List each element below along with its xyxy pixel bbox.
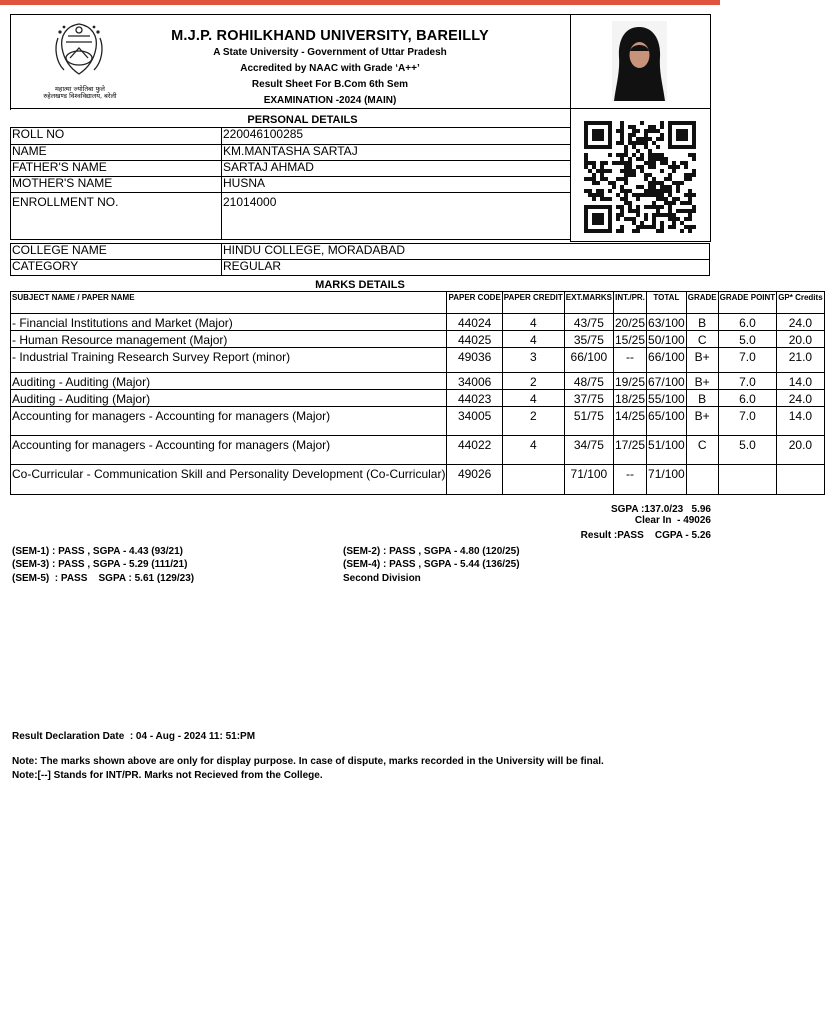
personal-details-table xyxy=(10,127,571,240)
grade-cell xyxy=(686,465,718,495)
total-cell: 51/100 xyxy=(647,436,687,465)
gp-credits-cell xyxy=(777,465,824,495)
col-paper-credit: PAPER CREDIT xyxy=(502,292,564,314)
marks-row xyxy=(11,331,825,348)
personal-row xyxy=(11,177,571,193)
paper-credit-cell: 4 xyxy=(502,314,564,331)
sem-3-result: (SEM-3) : PASS , SGPA - 5.29 (111/21) xyxy=(12,559,188,570)
name-label: NAME xyxy=(11,145,222,161)
grade-cell: B xyxy=(686,314,718,331)
paper-credit-cell: 4 xyxy=(502,331,564,348)
grade-point-cell: 5.0 xyxy=(718,331,777,348)
personal-details-title: PERSONAL DETAILS xyxy=(247,114,358,126)
marks-table xyxy=(10,291,825,495)
grade-point-cell: 7.0 xyxy=(718,407,777,436)
personal-row xyxy=(11,161,571,177)
int-pr-cell: 14/25 xyxy=(614,407,647,436)
college-table xyxy=(10,243,710,276)
university-name: M.J.P. ROHILKHAND UNIVERSITY, BAREILLY xyxy=(171,28,489,44)
marks-row xyxy=(11,348,825,373)
gp-credits-cell: 24.0 xyxy=(777,314,824,331)
grade-point-cell: 5.0 xyxy=(718,436,777,465)
ext-marks-cell: 71/100 xyxy=(564,465,613,495)
total-cell: 63/100 xyxy=(647,314,687,331)
marks-header-row xyxy=(11,292,825,314)
total-cell: 71/100 xyxy=(647,465,687,495)
seal-caption-2: रुहेलखण्ड विश्वविद्यालय, बरेली xyxy=(43,92,117,100)
seal-caption-1: महात्मा ज्योतिबा फुले xyxy=(55,85,105,93)
subject-cell: Auditing - Auditing (Major) xyxy=(11,390,447,407)
personal-row xyxy=(11,145,571,161)
marks-row xyxy=(11,465,825,495)
marks-row xyxy=(11,407,825,436)
paper-code-cell: 44022 xyxy=(447,436,502,465)
division: Second Division xyxy=(343,573,421,584)
paper-code-cell: 49026 xyxy=(447,465,502,495)
int-pr-cell: 15/25 xyxy=(614,331,647,348)
father-name-label: FATHER'S NAME xyxy=(11,161,222,177)
paper-code-cell: 34005 xyxy=(447,407,502,436)
sem-5-result: (SEM-5) : PASS SGPA : 5.61 (129/23) xyxy=(12,573,195,584)
grade-point-cell xyxy=(718,465,777,495)
ext-marks-cell: 35/75 xyxy=(564,331,613,348)
int-pr-cell: 19/25 xyxy=(614,373,647,390)
total-cell: 67/100 xyxy=(647,373,687,390)
roll-no-label: ROLL NO xyxy=(11,128,222,145)
college-row xyxy=(11,244,710,260)
grade-cell: C xyxy=(686,331,718,348)
int-pr-cell: 17/25 xyxy=(614,436,647,465)
int-pr-cell: -- xyxy=(614,348,647,373)
mother-name-value: HUSNA xyxy=(222,177,571,193)
grade-point-cell: 6.0 xyxy=(718,314,777,331)
grade-cell: B xyxy=(686,390,718,407)
sem-2-result: (SEM-2) : PASS , SGPA - 4.80 (120/25) xyxy=(343,546,520,557)
category-label: CATEGORY xyxy=(11,260,222,276)
clear-in: Clear In - 49026 xyxy=(634,515,711,526)
col-paper-code: PAPER CODE xyxy=(447,292,502,314)
college-label: COLLEGE NAME xyxy=(11,244,222,260)
int-pr-cell: -- xyxy=(614,465,647,495)
col-int-pr: INT./PR. xyxy=(614,292,647,314)
sgpa-summary: SGPA :137.0/23 5.96 xyxy=(610,504,711,515)
total-cell: 65/100 xyxy=(647,407,687,436)
enrollment-value: 21014000 xyxy=(222,193,571,240)
subject-cell: - Human Resource management (Major) xyxy=(11,331,447,348)
header-line-3: Result Sheet For B.Com 6th Sem xyxy=(251,79,409,90)
grade-cell: B+ xyxy=(686,407,718,436)
paper-credit-cell: 4 xyxy=(502,390,564,407)
total-cell: 50/100 xyxy=(647,331,687,348)
marks-details-title: MARKS DETAILS xyxy=(315,279,405,291)
name-value: KM.MANTASHA SARTAJ xyxy=(222,145,571,161)
marks-row xyxy=(11,436,825,465)
marks-row xyxy=(11,390,825,407)
header-line-4: EXAMINATION -2024 (MAIN) xyxy=(263,95,397,106)
mother-name-label: MOTHER'S NAME xyxy=(11,177,222,193)
ext-marks-cell: 66/100 xyxy=(564,348,613,373)
paper-code-cell: 34006 xyxy=(447,373,502,390)
header-line-1: A State University - Government of Uttar Pradesh xyxy=(213,47,447,58)
sem-1-result: (SEM-1) : PASS , SGPA - 4.43 (93/21) xyxy=(12,546,183,557)
total-cell: 66/100 xyxy=(647,348,687,373)
ext-marks-cell: 43/75 xyxy=(564,314,613,331)
paper-code-cell: 44023 xyxy=(447,390,502,407)
personal-row xyxy=(11,128,571,145)
gp-credits-cell: 20.0 xyxy=(777,331,824,348)
int-pr-cell: 18/25 xyxy=(614,390,647,407)
gp-credits-cell: 21.0 xyxy=(777,348,824,373)
paper-credit-cell xyxy=(502,465,564,495)
subject-cell: Co-Curricular - Communication Skill and Personality Development (Co-Curricular) xyxy=(11,465,447,495)
grade-point-cell: 7.0 xyxy=(718,373,777,390)
subject-cell: - Financial Institutions and Market (Major) xyxy=(11,314,447,331)
father-name-value: SARTAJ AHMAD xyxy=(222,161,571,177)
marks-row xyxy=(11,373,825,390)
gp-credits-cell: 24.0 xyxy=(777,390,824,407)
result-cgpa: Result :PASS CGPA - 5.26 xyxy=(580,530,711,541)
result-declaration-date: Result Declaration Date : 04 - Aug - 2024 11: 51:PM xyxy=(12,731,256,742)
grade-point-cell: 7.0 xyxy=(718,348,777,373)
sem-4-result: (SEM-4) : PASS , SGPA - 5.44 (136/25) xyxy=(343,559,520,570)
category-value: REGULAR xyxy=(222,260,710,276)
paper-credit-cell: 2 xyxy=(502,373,564,390)
gp-credits-cell: 14.0 xyxy=(777,373,824,390)
paper-credit-cell: 4 xyxy=(502,436,564,465)
marks-row xyxy=(11,314,825,331)
note-int-pr: Note:[--] Stands for INT/PR. Marks not Recieved from the College. xyxy=(12,770,323,781)
grade-cell: C xyxy=(686,436,718,465)
ext-marks-cell: 34/75 xyxy=(564,436,613,465)
col-grade: GRADE xyxy=(686,292,718,314)
personal-row xyxy=(11,193,571,240)
grade-cell: B+ xyxy=(686,348,718,373)
ext-marks-cell: 51/75 xyxy=(564,407,613,436)
grade-cell: B+ xyxy=(686,373,718,390)
grade-point-cell: 6.0 xyxy=(718,390,777,407)
total-cell: 55/100 xyxy=(647,390,687,407)
enrollment-label: ENROLLMENT NO. xyxy=(11,193,222,240)
subject-cell: Auditing - Auditing (Major) xyxy=(11,373,447,390)
paper-code-cell: 44024 xyxy=(447,314,502,331)
subject-cell: Accounting for managers - Accounting for managers (Major) xyxy=(11,407,447,436)
paper-code-cell: 44025 xyxy=(447,331,502,348)
top-accent-bar xyxy=(0,0,720,5)
col-grade-point: GRADE POINT xyxy=(718,292,777,314)
subject-cell: Accounting for managers - Accounting for managers (Major) xyxy=(11,436,447,465)
category-row xyxy=(11,260,710,276)
paper-credit-cell: 3 xyxy=(502,348,564,373)
note-display-purpose: Note: The marks shown above are only for display purpose. In case of dispute, marks recorded in the University will be final. xyxy=(12,756,604,767)
ext-marks-cell: 37/75 xyxy=(564,390,613,407)
roll-no-value: 220046100285 xyxy=(222,128,571,145)
gp-credits-cell: 20.0 xyxy=(777,436,824,465)
paper-credit-cell: 2 xyxy=(502,407,564,436)
col-ext-marks: EXT.MARKS xyxy=(564,292,613,314)
col-total: TOTAL xyxy=(647,292,687,314)
col-gp-credits: GP* Credits xyxy=(777,292,824,314)
gp-credits-cell: 14.0 xyxy=(777,407,824,436)
col-subject: SUBJECT NAME / PAPER NAME xyxy=(11,292,447,314)
paper-code-cell: 49036 xyxy=(447,348,502,373)
student-photo xyxy=(612,21,667,101)
college-value: HINDU COLLEGE, MORADABAD xyxy=(222,244,710,260)
subject-cell: - Industrial Training Research Survey Report (minor) xyxy=(11,348,447,373)
int-pr-cell: 20/25 xyxy=(614,314,647,331)
header-line-2: Accredited by NAAC with Grade ‘A++’ xyxy=(240,63,420,74)
qr-code-icon xyxy=(584,121,696,233)
ext-marks-cell: 48/75 xyxy=(564,373,613,390)
